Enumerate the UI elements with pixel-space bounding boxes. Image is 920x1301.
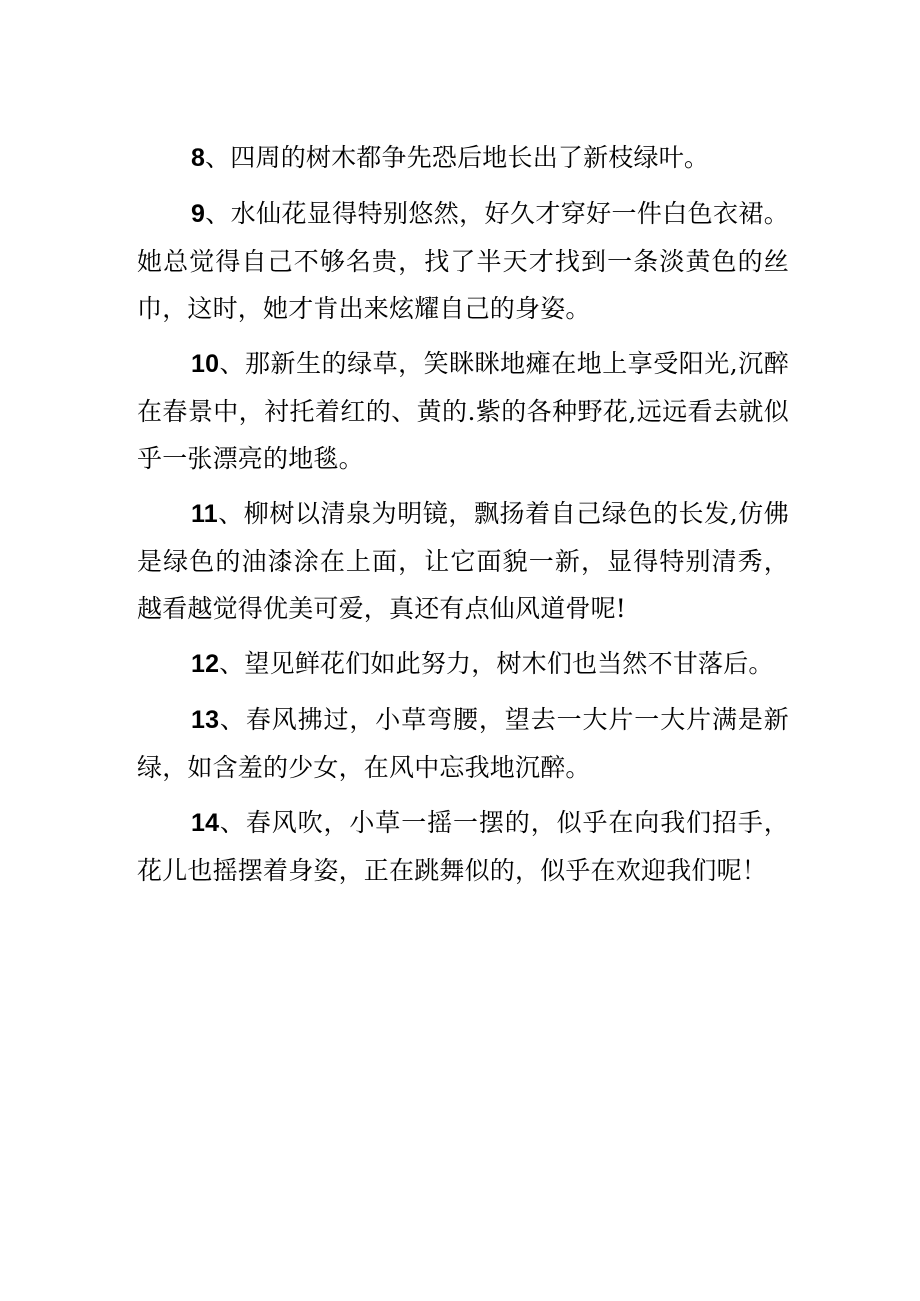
paragraph-13	[137, 696, 789, 791]
paragraph-number: 11	[191, 500, 218, 528]
document-body	[137, 134, 789, 902]
paragraph-number: 8	[191, 144, 206, 172]
paragraph-text: 、四周的树木都争先恐后地长出了新枝绿叶。	[205, 143, 710, 172]
paragraph-number: 12	[191, 650, 220, 678]
paragraph-14	[137, 799, 789, 894]
paragraph-number: 9	[191, 200, 206, 228]
paragraph-text: 、春风拂过，小草弯腰，望去一大片一大片满是新绿，如含羞的少女，在风中忘我地沉醉。	[137, 705, 789, 782]
paragraph-9	[137, 190, 789, 332]
paragraph-text: 、望见鲜花们如此努力，树木们也当然不甘落后。	[219, 649, 774, 678]
paragraph-number: 10	[191, 350, 220, 378]
paragraph-text: 、水仙花显得特别悠然，好久才穿好一件白色衣裙。她总觉得自己不够名贵，找了半天才找到一条淡黄色的丝巾，这时，她才肯出来炫耀自己的身姿。	[137, 199, 789, 323]
paragraph-10	[137, 340, 789, 482]
paragraph-12	[137, 640, 789, 688]
paragraph-text: 、春风吹，小草一摇一摆的，似乎在向我们招手，花儿也摇摆着身姿，正在跳舞似的，似乎在欢迎我们呢！	[137, 808, 789, 885]
paragraph-11	[137, 490, 789, 632]
paragraph-text: 、柳树以清泉为明镜，飘扬着自己绿色的长发,仿佛是绿色的油漆涂在上面，让它面貌一新，显得特别清秀，越看越觉得优美可爱，真还有点仙风道骨呢!	[137, 499, 789, 623]
paragraph-number: 14	[191, 809, 220, 837]
paragraph-number: 13	[191, 706, 220, 734]
paragraph-8	[137, 134, 789, 182]
paragraph-text: 、那新生的绿草，笑眯眯地瘫在地上享受阳光,沉醉在春景中，衬托着红的、黄的.紫的各种野花,远远看去就似乎一张漂亮的地毯。	[137, 349, 789, 473]
